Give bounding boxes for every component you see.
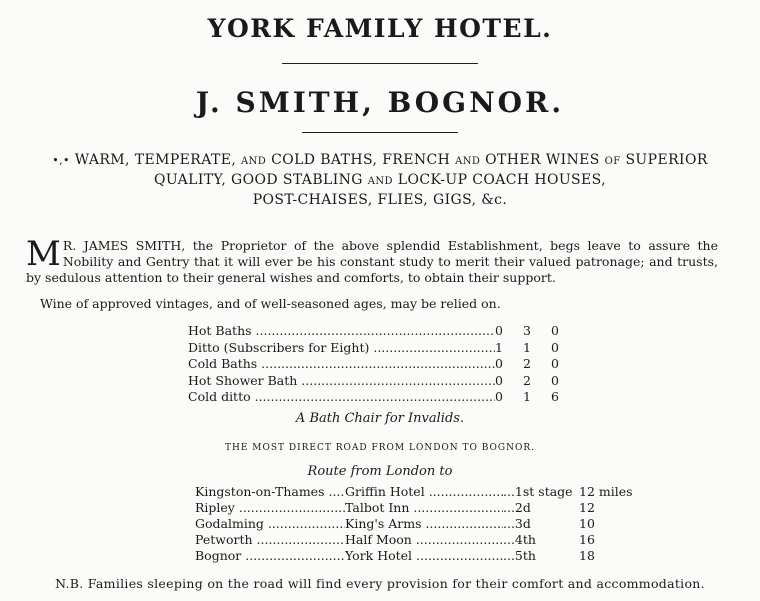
route-table <box>195 484 649 564</box>
features-text-segment: AND <box>367 176 393 187</box>
bath-chair-note: A Bath Chair for Invalids. <box>295 411 465 426</box>
price-value: 0 <box>495 372 503 388</box>
price-row <box>188 389 579 406</box>
drop-cap: M <box>26 234 61 274</box>
price-item: Hot Shower Bath ..... <box>188 373 495 390</box>
route-miles: 10 <box>579 516 595 531</box>
price-value: 1 <box>523 339 531 355</box>
route-inn: Talbot Inn ..... <box>345 500 503 516</box>
price-value: 0 <box>551 356 559 371</box>
price-value: 0 <box>495 356 503 371</box>
route-miles: 18 <box>579 548 595 563</box>
route-place: Petworth ..... <box>195 532 345 548</box>
price-value: 0 <box>551 323 559 338</box>
route-row <box>195 484 649 500</box>
price-item: Cold Baths ..... <box>188 356 495 373</box>
price-value: 0 <box>551 339 559 355</box>
price-value: 1 <box>523 389 531 404</box>
route-stage: ...5th <box>503 548 536 563</box>
features-text-segment: OTHER WINES <box>480 152 605 168</box>
route-place: Bognor ..... <box>195 548 345 564</box>
route-inn: Griffin Hotel ..... <box>345 484 503 500</box>
proprietor-heading: J. SMITH, BOGNOR. <box>195 86 565 119</box>
features-text-segment: AND <box>455 156 481 167</box>
features-text-segment: LOCK-UP COACH HOUSES, <box>392 172 607 188</box>
price-row <box>188 323 579 340</box>
route-inn: Half Moon ..... <box>345 532 503 548</box>
price-value: 2 <box>523 372 531 388</box>
route-stage: ...4th <box>503 532 536 547</box>
features-block <box>0 151 760 209</box>
route-stage: ...1st stage <box>503 484 573 499</box>
price-value: 1 <box>495 339 503 355</box>
route-inn: King's Arms ..... <box>345 516 503 532</box>
features-text-segment: QUALITY, GOOD STABLING <box>153 172 368 188</box>
route-stage: ...2d <box>503 500 531 515</box>
road-heading: THE MOST DIRECT ROAD FROM LONDON TO BOGNOR. <box>224 443 536 453</box>
route-miles: 12 miles <box>579 484 633 499</box>
route-row <box>195 500 649 516</box>
intro-paragraph <box>26 234 718 286</box>
features-text-segment: OF <box>604 156 621 167</box>
price-value: 2 <box>523 356 531 371</box>
route-stage: ...3d <box>503 516 531 531</box>
route-row <box>195 516 649 532</box>
price-item: Ditto (Subscribers for Eight) ..... <box>188 340 495 357</box>
features-line-1-text <box>75 152 708 168</box>
price-row <box>188 356 579 373</box>
price-value: 3 <box>523 323 531 338</box>
route-inn: York Hotel ..... <box>345 548 503 564</box>
route-miles: 16 <box>579 532 595 547</box>
wine-note: Wine of approved vintages, and of well-seasoned ages, may be relied on. <box>40 296 501 311</box>
price-value: 6 <box>551 389 559 404</box>
route-place: Kingston-on-Thames ..... <box>195 484 345 500</box>
price-item: Hot Baths ..... <box>188 323 495 340</box>
features-text-segment: WARM, TEMPERATE, <box>74 152 242 168</box>
route-place: Godalming ..... <box>195 516 345 532</box>
features-line-1 <box>0 151 760 171</box>
price-row <box>188 340 579 357</box>
route-miles: 12 <box>579 500 595 515</box>
features-line-3: POST-CHAISES, FLIES, GIGS, &c. <box>252 192 508 208</box>
features-text-segment: COLD BATHS, FRENCH <box>266 152 456 168</box>
footnote: N.B. Families sleeping on the road will find every provision for their comfort and accommodation. <box>55 576 705 591</box>
route-heading: Route from London to <box>307 464 453 479</box>
hotel-name-heading: YORK FAMILY HOTEL. <box>207 14 553 43</box>
divider-rule <box>302 132 458 133</box>
bath-price-list <box>188 323 579 406</box>
features-line-2 <box>0 171 760 191</box>
features-text-segment: AND <box>241 156 267 167</box>
route-row <box>195 532 649 548</box>
route-place: Ripley ..... <box>195 500 345 516</box>
features-text-segment: SUPERIOR <box>620 152 708 168</box>
price-value: 0 <box>495 323 503 338</box>
price-item: Cold ditto ..... <box>188 389 495 406</box>
ornamental-rule <box>282 63 478 64</box>
price-value: 0 <box>495 389 503 404</box>
route-row <box>195 548 649 564</box>
price-row <box>188 373 579 390</box>
ornament-glyph: •,• <box>52 154 70 167</box>
price-value: 0 <box>551 372 559 388</box>
intro-text: R. JAMES SMITH, the Proprietor of the above splendid Establishment, begs leave to assure the Nobility and Gentry that it will ever be his constant study to merit their valued patronage; and trusts, by sedulous attention to their general wishes and comforts, to obtain their support. <box>26 238 718 285</box>
